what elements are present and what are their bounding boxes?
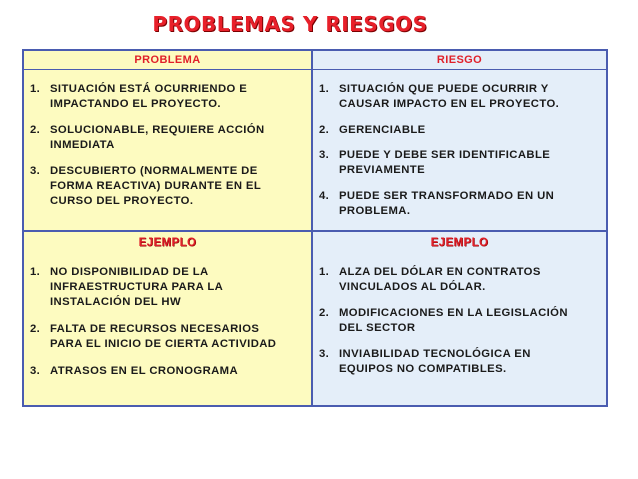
list-item: 1. SITUACIÓN ESTÁ OCURRIENDO E IMPACTANDO EL PROYECTO.: [30, 83, 248, 110]
list-item: 3. DESCUBIERTO (NORMALMENTE DE FORMA REACTIVA) DURANTE EN EL CURSO DEL PROYECTO.: [30, 165, 261, 207]
list-item: 2. GERENCIABLE: [319, 124, 426, 136]
ejemplo-problema-list: [24, 265, 294, 390]
problema-header: PROBLEMA: [134, 54, 201, 66]
row-divider: [24, 230, 606, 232]
riesgo-list: [313, 82, 601, 230]
list-item: 3. PUEDE Y DEBE SER IDENTIFICABLE PREVIAMENTE: [319, 149, 551, 176]
list-item: 4. PUEDE SER TRANSFORMADO EN UN PROBLEMA.: [319, 190, 555, 217]
list-item: 3. ATRASOS EN EL CRONOGRAMA: [30, 365, 239, 377]
page-title: PROBLEMAS Y RIESGOS: [152, 12, 428, 36]
list-item: 3. INVIABILIDAD TECNOLÓGICA EN EQUIPOS NO COMPATIBLES.: [319, 348, 531, 375]
list-item: 2. SOLUCIONABLE, REQUIERE ACCIÓN INMEDIATA: [30, 124, 265, 151]
problema-list: [24, 82, 302, 220]
ejemplo-right-header: EJEMPLO: [430, 237, 489, 249]
ejemplo-riesgo-list: [313, 265, 583, 388]
riesgo-header: RIESGO: [436, 54, 483, 66]
list-item: 1. ALZA DEL DÓLAR EN CONTRATOS VINCULADOS AL DÓLAR.: [319, 266, 541, 293]
list-item: 2. FALTA DE RECURSOS NECESARIOS PARA EL INICIO DE CIERTA ACTIVIDAD: [30, 323, 277, 350]
list-item: 1. SITUACIÓN QUE PUEDE OCURRIR Y CAUSAR IMPACTO EN EL PROYECTO.: [319, 83, 560, 110]
header-divider: [24, 69, 606, 70]
list-item: 2. MODIFICACIONES EN LA LEGISLACIÓN DEL SECTOR: [319, 307, 568, 334]
list-item: 1. NO DISPONIBILIDAD DE LA INFRAESTRUCTURA PARA LA INSTALACIÓN DEL HW: [30, 266, 223, 308]
comparison-table: [22, 49, 608, 407]
ejemplo-left-header: EJEMPLO: [138, 237, 197, 249]
